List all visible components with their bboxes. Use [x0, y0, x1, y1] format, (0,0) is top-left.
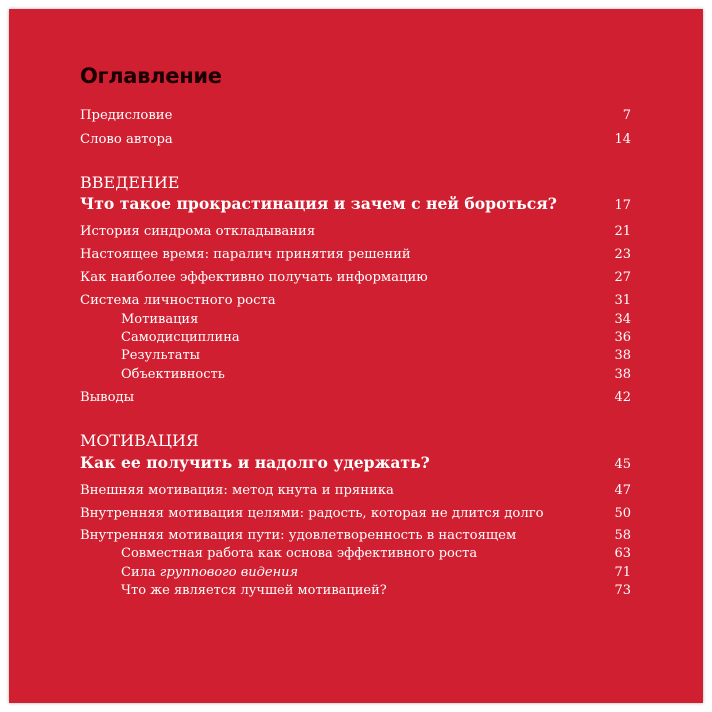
section-subtitle-intro[interactable]	[80, 194, 631, 214]
toc-entry-label: Результаты	[121, 348, 200, 363]
toc-subentry[interactable]	[121, 346, 631, 366]
toc-entry-page: 71	[614, 565, 631, 580]
toc-entry-page: 27	[614, 270, 631, 285]
toc-subentry[interactable]	[121, 581, 631, 601]
toc-subentry[interactable]	[121, 544, 631, 564]
toc-entry-page: 38	[614, 367, 631, 382]
toc-entry-label: Настоящее время: паралич принятия решений	[80, 247, 411, 262]
toc-entry-page: 58	[614, 528, 631, 543]
toc-entry-label: Выводы	[80, 390, 135, 405]
toc-entry-label: Мотивация	[121, 312, 199, 327]
toc-entry[interactable]	[80, 481, 631, 501]
toc-entry-page: 73	[614, 583, 631, 598]
toc-entry-label: Система личностного роста	[80, 293, 276, 308]
toc-entry-label: Объективность	[121, 367, 225, 382]
toc-entry-label: Что же является лучшей мотивацией?	[121, 583, 387, 598]
toc-entry[interactable]	[80, 106, 631, 126]
toc-entry-label: Слово автора	[80, 132, 173, 147]
toc-entry-page: 21	[614, 224, 631, 239]
toc-entry-label-italic: группового видения	[159, 565, 299, 580]
toc-entry[interactable]	[80, 222, 631, 242]
toc-entry-page: 34	[614, 312, 631, 327]
toc-entry-label: Внешняя мотивация: метод кнута и пряника	[80, 483, 394, 498]
toc-entry[interactable]	[80, 504, 631, 524]
toc-entry-page: 36	[614, 330, 631, 345]
toc-entry-page: 38	[614, 348, 631, 363]
toc-subentry[interactable]	[121, 310, 631, 330]
toc-entry[interactable]	[80, 245, 631, 265]
toc-entry-label: Как наиболее эффективно получать информацию	[80, 270, 428, 285]
toc-entry-label	[121, 563, 298, 583]
toc-entry-page: 14	[614, 132, 631, 147]
toc-entry-label-plain: Сила	[121, 565, 160, 580]
toc-entry-page: 23	[614, 247, 631, 262]
toc-entry-page: 50	[614, 506, 631, 521]
toc-subentry[interactable]	[121, 328, 631, 348]
section-heading-motivation: МОТИВАЦИЯ	[80, 431, 199, 450]
toc-entry-label: История синдрома откладывания	[80, 224, 316, 239]
toc-entry[interactable]	[80, 268, 631, 288]
toc-entry-label: Предисловие	[80, 108, 173, 123]
toc-entry-page: 63	[614, 546, 631, 561]
toc-entry-page: 42	[614, 390, 631, 405]
section-subtitle-motivation[interactable]	[80, 453, 631, 473]
page-title: Оглавление	[80, 64, 222, 88]
toc-subentry[interactable]	[121, 365, 631, 385]
toc-entry-label: Внутренняя мотивация пути: удовлетворенность в настоящем	[80, 528, 517, 543]
toc-subentry[interactable]	[121, 563, 631, 583]
section-heading-intro: ВВЕДЕНИЕ	[80, 173, 180, 192]
toc-entry-label: Совместная работа как основа эффективного роста	[121, 546, 478, 561]
toc-entry-label: Как ее получить и надолго удержать?	[80, 453, 430, 472]
toc-entry-page: 31	[614, 293, 631, 308]
toc-entry-label: Самодисциплина	[121, 330, 240, 345]
toc-entry-page: 45	[614, 457, 631, 472]
toc-entry-label: Внутренняя мотивация целями: радость, которая не длится долго	[80, 506, 544, 521]
toc-entry[interactable]	[80, 130, 631, 150]
toc-entry-page: 17	[614, 198, 631, 213]
toc-entry-label: Что такое прокрастинация и зачем с ней бороться?	[80, 194, 557, 213]
toc-entry[interactable]	[80, 291, 631, 311]
toc-entry[interactable]	[80, 388, 631, 408]
toc-entry[interactable]	[80, 526, 631, 546]
toc-entry-page: 7	[622, 108, 631, 123]
toc-entry-page: 47	[614, 483, 631, 498]
